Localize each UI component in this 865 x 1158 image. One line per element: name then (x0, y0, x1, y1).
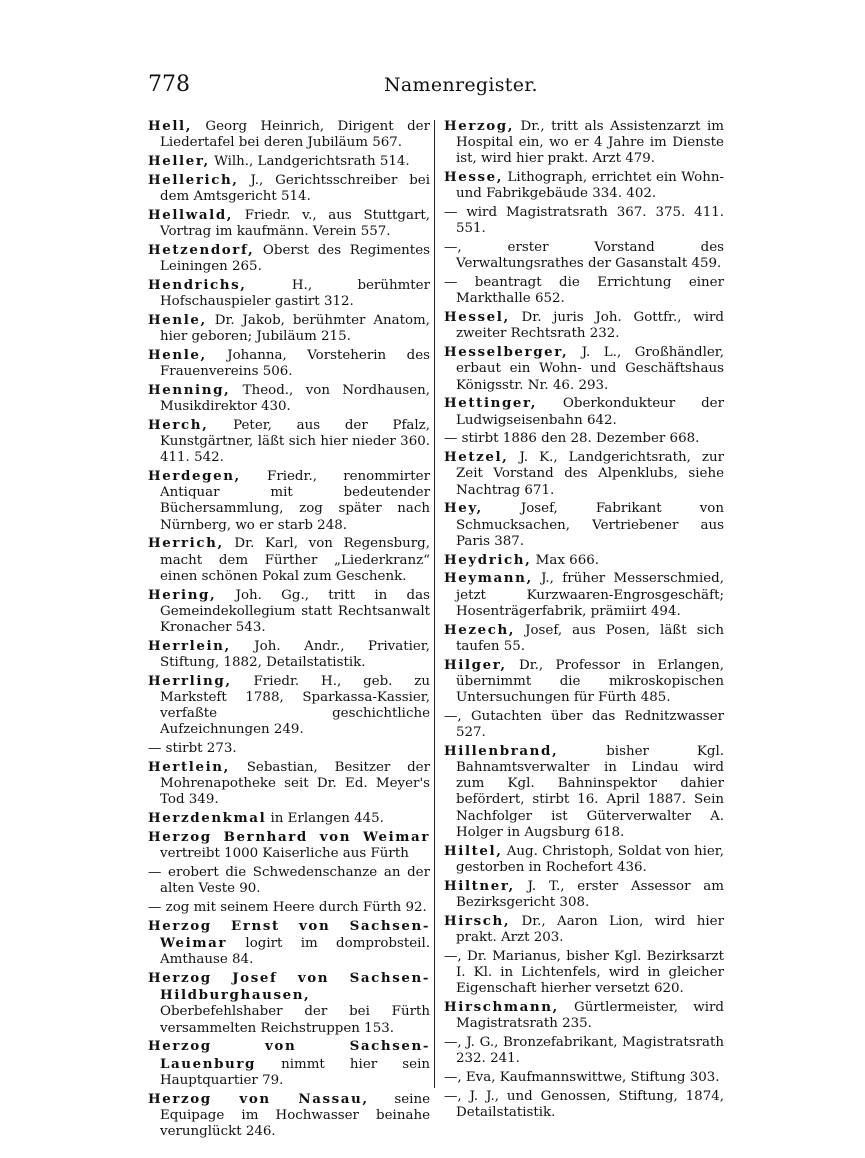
entry-text: Friedr., renommirter Antiquar mit bedeutender Büchersammlung, zog später nach Nürnberg, wo er starb 248. (160, 469, 430, 533)
entry-text: — erobert die Schwedenschanze an der alten Veste 90. (148, 865, 430, 897)
entry-heading: Herzog von Sachsen-Lauenburg (148, 1038, 430, 1072)
entry-heading: Herrlein, (148, 637, 231, 654)
column-divider (434, 120, 435, 1088)
entry-text: Peter, aus der Pfalz, Kunstgärtner, läßt sich hier nieder 360. 411. 542. (160, 417, 430, 466)
index-entry (444, 743, 724, 841)
entry-text: —, J. G., Bronzefabrikant, Magistratsrath 232. 241. (444, 1034, 724, 1067)
entry-heading: Herzog Bernhard von Weimar (148, 829, 430, 846)
entry-text: in Erlangen 445. (266, 811, 384, 827)
index-entry (444, 169, 724, 202)
entry-heading: Heller, (148, 153, 210, 169)
entry-heading: Herrich, (148, 535, 224, 552)
index-entry (444, 570, 724, 620)
entry-heading: Hesselberger, (444, 344, 569, 361)
entry-heading: Hellwald, (148, 206, 234, 223)
entry-heading: Hell, (148, 118, 193, 134)
entry-heading: Henle, (148, 311, 207, 328)
index-entry (148, 153, 430, 170)
index-entry (148, 829, 430, 862)
entry-text: Dr., Professor in Erlangen, übernimmt die mikroskopischen Untersuchungen für Fürth 485. (456, 657, 724, 706)
entry-heading: Hertlein, (148, 759, 230, 776)
page-number: 778 (148, 72, 190, 97)
entry-text: Dr., tritt als Assistenzarzt im Hospital ein, wo er 4 Jahre im Dienste ist, wird hier prakt. Arzt 479. (456, 119, 724, 167)
entry-text: Max 666. (531, 552, 599, 568)
index-entry (148, 587, 430, 637)
index-entry (148, 740, 430, 757)
entry-text: H., berühmter Hofschauspieler gastirt 312. (160, 277, 430, 309)
index-entry (148, 899, 430, 916)
index-entry (148, 535, 430, 585)
entry-text: Josef, aus Posen, läßt sich taufen 55. (456, 622, 724, 654)
entry-text: Sebastian, Besitzer der Mohrenapotheke seit Dr. Ed. Meyer's Tod 349. (160, 760, 430, 808)
index-entry (148, 382, 430, 415)
right-column (444, 118, 724, 1123)
entry-text: J., früher Messerschmied, jetzt Kurzwaaren-Engrosgeschäft; Hosenträgerfabrik, prämiirt 494. (456, 571, 724, 619)
index-entry (444, 1034, 724, 1067)
entry-text: seine Equipage im Hochwasser beinahe verunglückt 246. (160, 1091, 431, 1140)
index-entry (444, 430, 724, 447)
index-entry (444, 500, 724, 550)
entry-text: Wilh., Landgerichtsrath 514. (209, 154, 410, 169)
entry-text: Friedr. H., geb. zu Marksteft 1788, Sparkassa-Kassier, verfaßte geschichtliche Aufzeichnungen 249. (160, 673, 430, 738)
entry-heading: Heymann, (444, 570, 533, 587)
entry-text: Theod., von Nordhausen, Musikdirektor 430. (160, 382, 430, 414)
entry-text: Oberbefehlshaber der bei Fürth versammelten Reichstruppen 153. (160, 1004, 430, 1036)
index-entry (444, 878, 724, 911)
entry-heading: Henle, (148, 346, 207, 363)
entry-heading: Hendrichs, (148, 276, 247, 293)
entry-text: —, J. J., und Genossen, Stiftung, 1874, Detailstatistik. (444, 1088, 724, 1120)
entry-text: — beantragt die Errichtung einer Markthalle 652. (444, 275, 724, 307)
entry-heading: Herzog Josef von Sachsen-Hildburghausen, (148, 970, 430, 1004)
entry-heading: Herzog Ernst von Sachsen-Weimar (148, 917, 430, 952)
entry-text: J. L., Großhändler, erbaut ein Wohn- und Geschäftshaus Königsstr. Nr. 46. 293. (456, 345, 724, 393)
entry-text: vertreibt 1000 Kaiserliche aus Fürth (160, 846, 409, 862)
entry-text: —, Dr. Marianus, bisher Kgl. Bezirksarzt I. Kl. in Lichtenfels, wird in gleicher Eigenschaft hierher versetzt 620. (444, 948, 724, 997)
index-entry (148, 347, 430, 380)
index-entry (444, 948, 724, 998)
index-entry (444, 913, 724, 946)
entry-text: Friedr. v., aus Stuttgart, Vortrag im kaufmänn. Verein 557. (160, 207, 430, 239)
index-entry (148, 918, 430, 969)
index-entry (444, 1088, 724, 1121)
entry-heading: Hetzel, (444, 449, 509, 466)
index-entry (148, 468, 430, 534)
entry-heading: Herch, (148, 416, 209, 433)
entry-text: J., Gerichtsschreiber bei dem Amtsgericht 514. (160, 172, 430, 204)
index-entry (148, 172, 430, 205)
index-entry (444, 309, 724, 342)
index-entry (148, 1038, 430, 1089)
entry-heading: Hesse, (444, 169, 504, 186)
entry-heading: Herzog, (444, 118, 514, 134)
index-entry (444, 274, 724, 307)
entry-text: J. T., erster Assessor am Bezirksgericht 308. (456, 878, 724, 910)
entry-heading: Hessel, (444, 309, 510, 326)
entry-heading: Hiltner, (444, 877, 515, 894)
entry-text: Oberkondukteur der Ludwigseisenbahn 642. (456, 396, 724, 428)
entry-text: Dr. juris Joh. Gottfr., wird zweiter Rechtsrath 232. (456, 310, 724, 342)
entry-text: — wird Magistratsrath 367. 375. 411. 551. (444, 205, 724, 237)
index-entry (444, 708, 724, 741)
entry-heading: Herzdenkmal (148, 810, 267, 827)
entry-text: Joh. Andr., Privatier, Stiftung, 1882, Detailstatistik. (160, 638, 430, 671)
index-entry (444, 552, 724, 569)
index-entry (148, 810, 430, 827)
entry-text: Josef, Fabrikant von Schmucksachen, Vertriebener aus Paris 387. (456, 501, 724, 549)
index-entry (148, 673, 430, 739)
entry-heading: Henning, (148, 381, 231, 398)
entry-text: Johanna, Vorsteherin des Frauenvereins 506. (160, 347, 430, 379)
index-entry (148, 312, 430, 345)
entry-heading: Hetzendorf, (148, 241, 255, 258)
left-column (148, 118, 430, 1142)
index-entry (444, 239, 724, 272)
entry-heading: Hiltel, (444, 842, 503, 859)
entry-heading: Hezech, (444, 621, 516, 638)
entry-text: Joh. Gg., tritt in das Gemeindekollegium statt Rechtsanwalt Kronacher 543. (160, 587, 430, 636)
entry-heading: Herdegen, (148, 468, 241, 484)
index-entry (148, 207, 430, 240)
entry-heading: Hirsch, (444, 912, 511, 929)
index-entry (148, 638, 430, 671)
entry-heading: Hey, (444, 500, 483, 517)
entry-heading: Hirschmann, (444, 998, 559, 1015)
entry-heading: Hilger, (444, 656, 507, 673)
index-entry (444, 1069, 724, 1086)
entry-heading: Herrling, (148, 672, 232, 689)
entry-heading: Hering, (148, 586, 217, 603)
entry-text: Dr., Aaron Lion, wird hier prakt. Arzt 203. (456, 913, 724, 945)
index-entry (444, 395, 724, 428)
index-entry (444, 657, 724, 707)
entry-heading: Hettinger, (444, 395, 537, 412)
entry-heading: Hellerich, (148, 171, 239, 188)
entry-text: —, erster Vorstand des Verwaltungsrathes der Gasanstalt 459. (444, 240, 724, 272)
index-entry (444, 449, 724, 499)
index-entry (444, 204, 724, 237)
entry-text: Georg Heinrich, Dirigent der Liedertafel bei deren Jubiläum 567. (160, 119, 430, 151)
index-entry (148, 118, 430, 151)
entry-text: bisher Kgl. Bahnamtsverwalter in Lindau wird zum Kgl. Bahninspektor dahier befördert, stirbt 16. April 1887. Sein Nachfolger ist Güterverwalter A. Holger in Augsburg 618. (456, 743, 724, 840)
index-entry (444, 118, 724, 168)
index-entry (444, 999, 724, 1032)
index-entry (444, 344, 724, 394)
entry-text: — zog mit seinem Heere durch Fürth 92. (148, 900, 427, 916)
index-entry (148, 1091, 430, 1141)
index-entry (148, 970, 430, 1037)
entry-text: logirt im domprobsteil. Amthause 84. (160, 936, 430, 968)
entry-text: J. K., Landgerichtsrath, zur Zeit Vorstand des Alpenklubs, siehe Nachtrag 671. (456, 450, 724, 498)
entry-text: Dr. Jakob, berühmter Anatom, hier geboren; Jubiläum 215. (160, 312, 430, 344)
index-entry (444, 622, 724, 655)
entry-text: —, Eva, Kaufmannswittwe, Stiftung 303. (444, 1069, 720, 1085)
page-title: Namenregister. (384, 74, 538, 96)
index-entry (148, 864, 430, 897)
entry-heading: Herzog von Nassau, (148, 1090, 369, 1107)
entry-text: Oberst des Regimentes Leiningen 265. (160, 242, 430, 274)
entry-text: — stirbt 273. (148, 741, 237, 757)
index-entry (148, 759, 430, 809)
entry-text: Aug. Christoph, Soldat von hier, gestorben in Rochefort 436. (456, 843, 724, 875)
index-entry (148, 417, 430, 467)
entry-text: nimmt hier sein Hauptquartier 79. (160, 1056, 430, 1088)
entry-heading: Heydrich, (444, 551, 532, 568)
entry-text: Lithograph, errichtet ein Wohn- und Fabrikgebäude 334. 402. (456, 170, 724, 202)
page-header (148, 72, 728, 102)
entry-text: — stirbt 1886 den 28. Dezember 668. (444, 431, 700, 447)
index-entry (444, 843, 724, 876)
entry-text: —, Gutachten über das Rednitzwasser 527. (444, 708, 724, 741)
entry-heading: Hillenbrand, (444, 742, 559, 759)
entry-text: Dr. Karl, von Regensburg, macht dem Fürther „Liederkranz“ einen schönen Pokal zum Geschenk. (160, 536, 430, 584)
entry-text: Gürtlermeister, wird Magistratsrath 235. (456, 999, 724, 1032)
index-entry (148, 277, 430, 310)
index-entry (148, 242, 430, 275)
